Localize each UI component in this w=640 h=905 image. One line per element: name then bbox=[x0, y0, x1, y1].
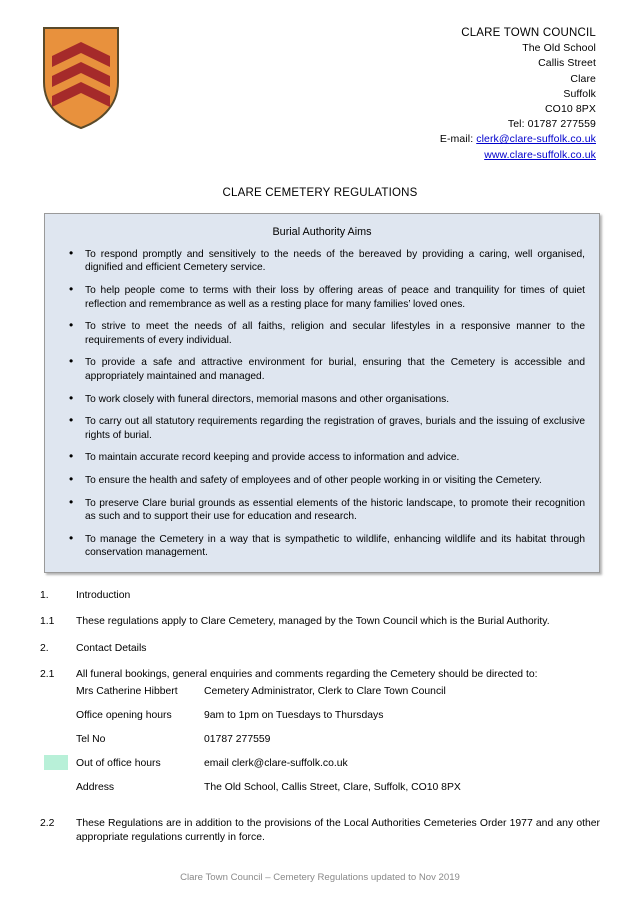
aims-heading: Burial Authority Aims bbox=[272, 225, 372, 238]
row-label-address: Address bbox=[76, 781, 115, 793]
address-line-2: Callis Street bbox=[538, 57, 596, 70]
crest-icon bbox=[42, 26, 120, 130]
page-footer: Clare Town Council – Cemetery Regulations updated to Nov 2019 bbox=[180, 872, 460, 883]
section-number: 1. bbox=[40, 589, 49, 601]
address-email-row bbox=[440, 132, 596, 147]
clause-text bbox=[76, 668, 600, 805]
row-label-text: Out of office hours bbox=[76, 757, 161, 769]
contact-details-table bbox=[76, 685, 600, 805]
contact-person-role: Cemetery Administrator, Clerk to Clare Town Council bbox=[204, 685, 446, 697]
list-item: • To strive to meet the needs of all faiths, religion and secular lifestyles in a responsive manner to the requirements of every individual. bbox=[59, 320, 585, 347]
highlight-swatch bbox=[44, 755, 68, 770]
list-item: • To respond promptly and sensitively to the needs of the bereaved by providing a caring, well organised, dignified and efficient Cemetery service. bbox=[59, 248, 585, 275]
list-item: • To manage the Cemetery in a way that is sympathetic to wildlife, enhancing wildlife and its habitat through conservation management. bbox=[59, 533, 585, 560]
section-introduction bbox=[40, 589, 600, 604]
row-value-address: The Old School, Callis Street, Clare, Suffolk, CO10 8PX bbox=[204, 781, 461, 793]
aims-list bbox=[59, 248, 585, 560]
row-label-tel-no: Tel No bbox=[76, 733, 106, 745]
row-label-out-of-office bbox=[76, 757, 204, 781]
table-row bbox=[76, 733, 600, 757]
address-website-row bbox=[440, 148, 596, 163]
section-contact-details bbox=[40, 642, 600, 657]
section-heading: Introduction bbox=[76, 589, 131, 601]
clause-number: 1.1 bbox=[40, 616, 55, 628]
address-postcode: CO10 8PX bbox=[545, 103, 596, 116]
list-item: • To carry out all statutory requirements regarding the registration of graves, burials and the issuing of exclusive rights of burial. bbox=[59, 415, 585, 442]
list-item: • To maintain accurate record keeping and provide access to information and advice. bbox=[59, 451, 585, 465]
page-title: CLARE CEMETERY REGULATIONS bbox=[222, 186, 418, 199]
section-heading: Contact Details bbox=[76, 642, 147, 654]
list-item: • To ensure the health and safety of employees and of other people working in or visiting the Cemetery. bbox=[59, 474, 585, 488]
list-item: • To work closely with funeral directors, memorial masons and other organisations. bbox=[59, 393, 585, 407]
clause-text: These Regulations are in addition to the provisions of the Local Authorities Cemeteries Order 1977 and any other appropriate regulations currently in force. bbox=[76, 817, 600, 844]
address-line-1: The Old School bbox=[522, 42, 596, 55]
row-value-tel-no: 01787 277559 bbox=[204, 733, 271, 745]
clause-1-1 bbox=[40, 615, 600, 630]
address-telephone: Tel: 01787 277559 bbox=[507, 118, 596, 131]
table-row bbox=[76, 757, 600, 781]
clause-number: 2.1 bbox=[40, 669, 55, 681]
contact-person-name: Mrs Catherine Hibbert bbox=[76, 685, 178, 697]
letterhead bbox=[0, 0, 640, 163]
email-link[interactable]: clerk@clare-suffolk.co.uk bbox=[476, 133, 596, 146]
document-body bbox=[40, 589, 600, 846]
list-item: • To help people come to terms with their loss by offering areas of peace and tranquility for times of quiet reflection and remembrance as well as a resting place for many families’ loved ones. bbox=[59, 284, 585, 311]
clause-text: These regulations apply to Clare Cemetery, managed by the Town Council which is the Burial Authority. bbox=[76, 616, 550, 628]
section-number: 2. bbox=[40, 642, 49, 654]
table-row bbox=[76, 709, 600, 733]
organisation-name: CLARE TOWN COUNCIL bbox=[461, 27, 596, 39]
email-label: E-mail: bbox=[439, 133, 477, 146]
list-item: • To preserve Clare burial grounds as essential elements of the historic landscape, to promote their recognition as such and to support their use for education and research. bbox=[59, 497, 585, 524]
row-value-out-of-office: email clerk@clare-suffolk.co.uk bbox=[204, 757, 348, 769]
clause-number: 2.2 bbox=[40, 817, 55, 829]
address-line-4: Suffolk bbox=[563, 87, 596, 100]
address-block bbox=[440, 26, 596, 163]
burial-authority-aims-box bbox=[44, 213, 600, 573]
row-label-office-hours: Office opening hours bbox=[76, 709, 172, 721]
row-value-office-hours: 9am to 1pm on Tuesdays to Thursdays bbox=[204, 709, 384, 721]
table-row bbox=[76, 781, 600, 805]
table-row bbox=[76, 685, 600, 709]
clause-2-1 bbox=[40, 668, 600, 805]
address-line-3: Clare bbox=[570, 72, 596, 85]
clause-intro-line: All funeral bookings, general enquiries and comments regarding the Cemetery should be directed to: bbox=[76, 669, 538, 681]
clause-2-2 bbox=[40, 817, 600, 846]
website-link[interactable]: www.clare-suffolk.co.uk bbox=[484, 148, 596, 161]
list-item: • To provide a safe and attractive environment for burial, ensuring that the Cemetery is accessible and appropriately maintained and managed. bbox=[59, 356, 585, 383]
